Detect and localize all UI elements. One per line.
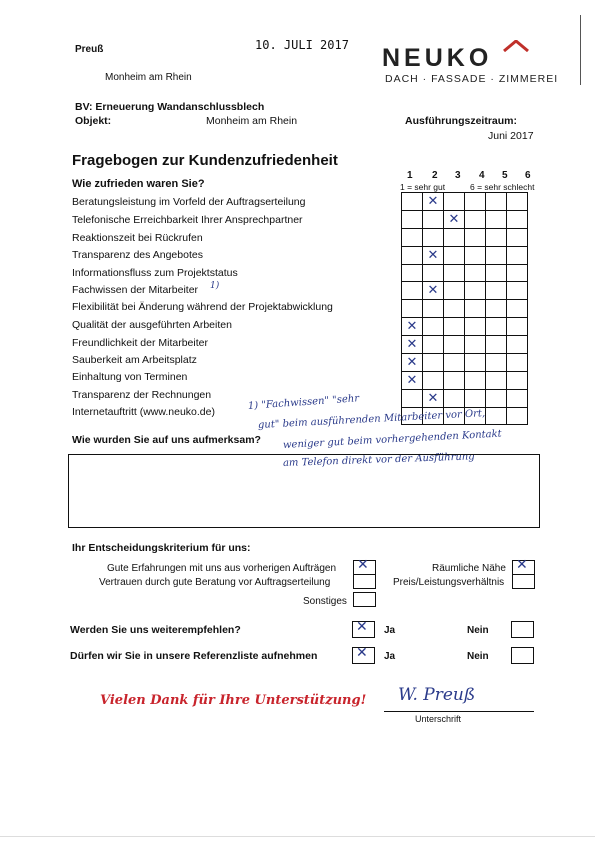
rating-cell[interactable] bbox=[402, 353, 423, 371]
rating-grid bbox=[401, 192, 528, 425]
rating-cell[interactable] bbox=[402, 300, 423, 318]
rating-cell[interactable] bbox=[423, 371, 444, 389]
rating-cell[interactable] bbox=[444, 282, 465, 300]
item-label: Transparenz der Rechnungen bbox=[72, 389, 212, 401]
scale-num-5: 5 bbox=[502, 170, 508, 181]
rating-cell[interactable] bbox=[486, 317, 507, 335]
page-edge bbox=[0, 836, 595, 837]
scale-right-legend: 6 = sehr schlecht bbox=[470, 182, 535, 192]
rating-cell[interactable] bbox=[465, 264, 486, 282]
rating-cell[interactable] bbox=[465, 371, 486, 389]
rating-cell[interactable] bbox=[423, 282, 444, 300]
period-value: Juni 2017 bbox=[488, 130, 534, 142]
rating-row bbox=[402, 353, 528, 371]
period-label: Ausführungszeitraum: bbox=[405, 115, 518, 127]
criteria-title: Ihr Entscheidungskriterium für uns: bbox=[72, 542, 251, 554]
thanks-message: Vielen Dank für Ihre Unterstützung! bbox=[100, 693, 367, 708]
recommend-no-checkbox[interactable] bbox=[511, 621, 534, 638]
rating-cell[interactable] bbox=[465, 229, 486, 247]
criteria-label: Sonstiges bbox=[303, 596, 347, 607]
rating-cell[interactable] bbox=[444, 211, 465, 229]
check-x-icon: ✕ bbox=[516, 557, 528, 573]
rating-cell[interactable] bbox=[444, 335, 465, 353]
rating-cell[interactable] bbox=[423, 335, 444, 353]
item-note-mark: 1) bbox=[210, 281, 220, 291]
rating-row bbox=[402, 300, 528, 318]
rating-cell[interactable] bbox=[423, 211, 444, 229]
rating-cell[interactable] bbox=[507, 335, 528, 353]
rating-cell[interactable] bbox=[402, 317, 423, 335]
rating-cell[interactable] bbox=[444, 246, 465, 264]
rating-row bbox=[402, 246, 528, 264]
item-label: Fachwissen der Mitarbeiter bbox=[72, 284, 199, 296]
customer-location: Monheim am Rhein bbox=[105, 72, 192, 83]
recommend-yes-label: Ja bbox=[384, 625, 396, 636]
item-label: Transparenz des Angebotes bbox=[72, 249, 203, 261]
check-x-icon: ✕ bbox=[427, 194, 439, 209]
rating-cell[interactable] bbox=[465, 300, 486, 318]
recommend-no-label: Nein bbox=[467, 625, 489, 636]
rating-cell[interactable] bbox=[423, 353, 444, 371]
rating-cell[interactable] bbox=[465, 389, 486, 407]
rating-cell[interactable] bbox=[444, 300, 465, 318]
rating-cell[interactable] bbox=[465, 353, 486, 371]
check-x-icon: ✕ bbox=[406, 318, 418, 334]
handwritten-note-line: am Telefon direkt vor der Ausführung bbox=[282, 451, 475, 469]
rating-cell[interactable] bbox=[423, 193, 444, 211]
rating-cell[interactable] bbox=[507, 246, 528, 264]
objekt-label: Objekt: bbox=[75, 115, 112, 127]
rating-cell[interactable] bbox=[486, 282, 507, 300]
handwritten-note-line: weniger gut beim vorhergehenden Kontakt bbox=[282, 428, 502, 451]
rating-cell[interactable] bbox=[486, 246, 507, 264]
check-x-icon: ✕ bbox=[427, 247, 439, 263]
rating-cell[interactable] bbox=[486, 389, 507, 407]
rating-cell[interactable] bbox=[444, 353, 465, 371]
rating-cell[interactable] bbox=[486, 211, 507, 229]
rating-cell[interactable] bbox=[402, 264, 423, 282]
item-label: Beratungsleistung im Vorfeld der Auftragserteilung bbox=[72, 196, 306, 208]
survey-title: Fragebogen zur Kundenzufriedenheit bbox=[72, 152, 338, 169]
rating-row bbox=[402, 317, 528, 335]
check-x-icon: ✕ bbox=[427, 283, 439, 298]
survey-question: Wie zufrieden waren Sie? bbox=[72, 178, 205, 190]
rating-cell[interactable] bbox=[486, 264, 507, 282]
recommend-question: Werden Sie uns weiterempfehlen? bbox=[70, 624, 241, 636]
item-label: Einhaltung von Terminen bbox=[72, 371, 188, 383]
item-label: Sauberkeit am Arbeitsplatz bbox=[72, 354, 197, 366]
signature-line bbox=[384, 711, 534, 712]
rating-cell[interactable] bbox=[402, 211, 423, 229]
logo-tagline: DACH · FASSADE · ZIMMEREI bbox=[385, 73, 559, 85]
rating-row bbox=[402, 229, 528, 247]
rating-cell[interactable] bbox=[465, 317, 486, 335]
scale-num-2: 2 bbox=[432, 170, 438, 181]
customer-name: Preuß bbox=[75, 44, 104, 55]
item-label: Informationsfluss zum Projektstatus bbox=[72, 267, 238, 279]
rating-row bbox=[402, 389, 528, 407]
rating-row bbox=[402, 335, 528, 353]
rating-cell[interactable] bbox=[507, 300, 528, 318]
reference-no-checkbox[interactable] bbox=[511, 647, 534, 664]
scale-num-3: 3 bbox=[455, 170, 461, 181]
item-label: Reaktionszeit bei Rückrufen bbox=[72, 232, 203, 244]
check-x-icon: ✕ bbox=[356, 619, 368, 635]
rating-cell[interactable] bbox=[507, 389, 528, 407]
rating-cell[interactable] bbox=[444, 389, 465, 407]
rating-cell[interactable] bbox=[444, 229, 465, 247]
rating-cell[interactable] bbox=[402, 335, 423, 353]
rating-cell[interactable] bbox=[507, 229, 528, 247]
signature-label: Unterschrift bbox=[415, 714, 462, 724]
criteria-checkbox[interactable] bbox=[353, 592, 376, 607]
reference-question: Dürfen wir Sie in unsere Referenzliste aufnehmen bbox=[70, 650, 318, 662]
objekt-value: Monheim am Rhein bbox=[206, 115, 298, 127]
rating-cell[interactable] bbox=[444, 371, 465, 389]
rating-cell[interactable] bbox=[402, 282, 423, 300]
item-label: Telefonische Erreichbarkeit Ihrer Ansprechpartner bbox=[72, 214, 303, 226]
rating-cell[interactable] bbox=[507, 353, 528, 371]
rating-cell[interactable] bbox=[507, 282, 528, 300]
rating-row bbox=[402, 193, 528, 211]
handwritten-note-line: gut" beim ausführenden Mitarbeiter vor Ort, bbox=[257, 408, 486, 431]
rating-cell[interactable] bbox=[465, 211, 486, 229]
signature: W. Preuß bbox=[398, 685, 476, 705]
scale-num-1: 1 bbox=[407, 170, 413, 181]
criteria-label: Vertrauen durch gute Beratung vor Auftragserteilung bbox=[99, 577, 331, 588]
attention-question: Wie wurden Sie auf uns aufmerksam? bbox=[72, 434, 261, 446]
rating-cell[interactable] bbox=[444, 193, 465, 211]
reference-no-label: Nein bbox=[467, 651, 489, 662]
rating-cell[interactable] bbox=[423, 264, 444, 282]
rating-cell[interactable] bbox=[423, 389, 444, 407]
check-x-icon: ✕ bbox=[357, 557, 369, 573]
rating-cell[interactable] bbox=[423, 300, 444, 318]
rating-cell[interactable] bbox=[423, 246, 444, 264]
neuko-logo bbox=[382, 44, 492, 73]
rating-cell[interactable] bbox=[486, 193, 507, 211]
scale-num-6: 6 bbox=[525, 170, 531, 181]
criteria-label: Räumliche Nähe bbox=[432, 563, 506, 574]
rating-cell[interactable] bbox=[444, 317, 465, 335]
rating-cell[interactable] bbox=[465, 246, 486, 264]
rating-cell[interactable] bbox=[507, 407, 528, 425]
check-x-icon: ✕ bbox=[406, 336, 418, 352]
item-label: Internetauftritt (www.neuko.de) bbox=[72, 406, 215, 418]
rating-cell[interactable] bbox=[486, 335, 507, 353]
criteria-label: Preis/Leistungsverhältnis bbox=[393, 577, 505, 588]
rating-row bbox=[402, 211, 528, 229]
reference-yes-label: Ja bbox=[384, 651, 396, 662]
item-label: Qualität der ausgeführten Arbeiten bbox=[72, 319, 232, 331]
handwritten-note-line: 1) "Fachwissen" "sehr bbox=[247, 393, 360, 412]
check-x-icon: ✕ bbox=[406, 372, 418, 388]
check-x-icon: ✕ bbox=[356, 645, 368, 661]
logo-text: NEUKO bbox=[382, 44, 493, 72]
rating-cell[interactable] bbox=[402, 389, 423, 407]
rating-cell[interactable] bbox=[423, 317, 444, 335]
rating-cell[interactable] bbox=[402, 246, 423, 264]
criteria-label: Gute Erfahrungen mit uns aus vorherigen Aufträgen bbox=[107, 563, 337, 574]
check-x-icon: ✕ bbox=[406, 354, 418, 370]
rating-row bbox=[402, 371, 528, 389]
rating-cell[interactable] bbox=[423, 229, 444, 247]
scale-left-legend: 1 = sehr gut bbox=[400, 182, 446, 192]
rating-cell[interactable] bbox=[402, 229, 423, 247]
rating-cell[interactable] bbox=[507, 264, 528, 282]
rating-cell[interactable] bbox=[465, 335, 486, 353]
rating-cell[interactable] bbox=[486, 407, 507, 425]
check-x-icon: ✕ bbox=[448, 212, 460, 227]
rating-cell[interactable] bbox=[507, 371, 528, 389]
rating-cell[interactable] bbox=[486, 353, 507, 371]
item-label: Flexibilität bei Änderung während der Projektabwicklung bbox=[72, 301, 333, 313]
rating-cell[interactable] bbox=[507, 211, 528, 229]
date-stamp: 10. JULI 2017 bbox=[255, 38, 349, 52]
rating-cell[interactable] bbox=[465, 193, 486, 211]
scale-num-4: 4 bbox=[479, 170, 485, 181]
scan-edge-line bbox=[580, 15, 581, 85]
bv-label: BV: Erneuerung Wandanschlussblech bbox=[75, 101, 265, 113]
roof-icon bbox=[503, 40, 529, 52]
rating-row bbox=[402, 282, 528, 300]
rating-cell[interactable] bbox=[402, 371, 423, 389]
attention-answer-box[interactable] bbox=[68, 454, 540, 528]
rating-cell[interactable] bbox=[486, 371, 507, 389]
rating-cell[interactable] bbox=[507, 317, 528, 335]
item-label: Freundlichkeit der Mitarbeiter bbox=[72, 337, 208, 349]
rating-cell[interactable] bbox=[486, 300, 507, 318]
rating-cell[interactable] bbox=[465, 282, 486, 300]
criteria-checkbox[interactable] bbox=[512, 574, 535, 589]
rating-cell[interactable] bbox=[444, 264, 465, 282]
rating-cell[interactable] bbox=[486, 229, 507, 247]
rating-cell[interactable] bbox=[507, 193, 528, 211]
rating-cell[interactable] bbox=[402, 193, 423, 211]
check-x-icon: ✕ bbox=[427, 390, 439, 406]
rating-row bbox=[402, 264, 528, 282]
criteria-checkbox[interactable] bbox=[353, 574, 376, 589]
